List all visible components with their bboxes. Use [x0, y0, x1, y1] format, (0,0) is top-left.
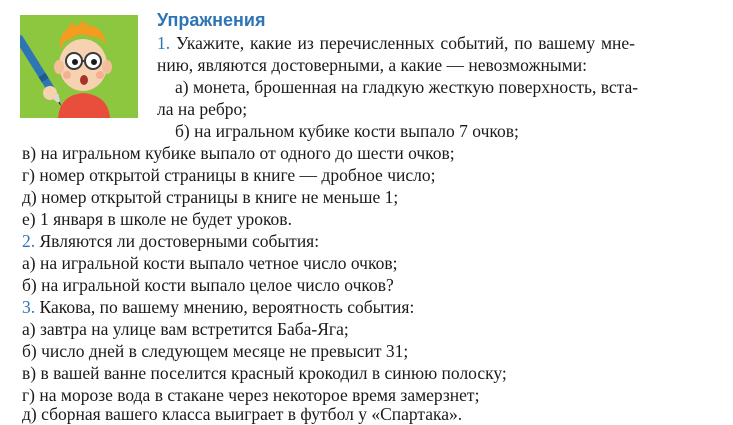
- exercise-1-item-a-line-2: ла на ребро;: [157, 99, 248, 119]
- exercise-3-item-b: б) число дней в следующем месяце не превысит 31;: [22, 341, 409, 361]
- exercise-1-item-g: г) номер открытой страницы в книге — дробное число;: [22, 165, 436, 185]
- boy-with-pen-illustration: [20, 15, 138, 118]
- exercise-1-question-line-2: нию, являются достоверными, а какие — невозможными:: [157, 55, 587, 75]
- exercise-3-item-g: г) на морозе вода в стакане через некоторое время замерзнет;: [22, 385, 480, 405]
- exercise-1-question-line-1: [157, 32, 635, 54]
- exercise-2-number: 2.: [22, 231, 36, 251]
- exercise-3-number: 3.: [22, 297, 36, 317]
- exercise-2-question-text: Являются ли достоверными события:: [39, 231, 320, 251]
- exercise-1-item-v: в) на игральном кубике выпало от одного до шести очков;: [22, 143, 455, 163]
- exercise-1-question-text-1: Укажите, какие из перечисленных событий, по вашему мне-: [176, 33, 636, 53]
- exercise-1-item-d: д) номер открытой страницы в книге не меньше 1;: [22, 187, 399, 207]
- exercise-1-number: 1.: [157, 33, 171, 53]
- exercise-2-item-a: а) на игральной кости выпало четное число очков;: [22, 253, 398, 273]
- exercise-2-item-b: б) на игральной кости выпало целое число очков?: [22, 275, 394, 295]
- exercise-1-item-a-line-1: а) монета, брошенная на гладкую жесткую поверхность, вста-: [175, 77, 639, 97]
- exercise-3-item-d: д) сборная вашего класса выиграет в футбол у «Спартака».: [22, 404, 463, 424]
- exercise-1-item-e: е) 1 января в школе не будет уроков.: [22, 209, 292, 229]
- exercise-2-question: [22, 230, 319, 252]
- exercise-3-item-a: а) завтра на улице вам встретится Баба-Яга;: [22, 319, 349, 339]
- exercise-3-question: [22, 296, 414, 318]
- boy-with-pen-icon: [20, 15, 138, 118]
- exercise-3-item-v: в) в вашей ванне поселится красный крокодил в синюю полоску;: [22, 363, 507, 383]
- exercise-1-item-b: б) на игральном кубике кости выпало 7 очков;: [175, 121, 519, 141]
- section-title: Упражнения: [157, 10, 266, 30]
- exercise-3-question-text: Какова, по вашему мнению, вероятность события:: [39, 297, 415, 317]
